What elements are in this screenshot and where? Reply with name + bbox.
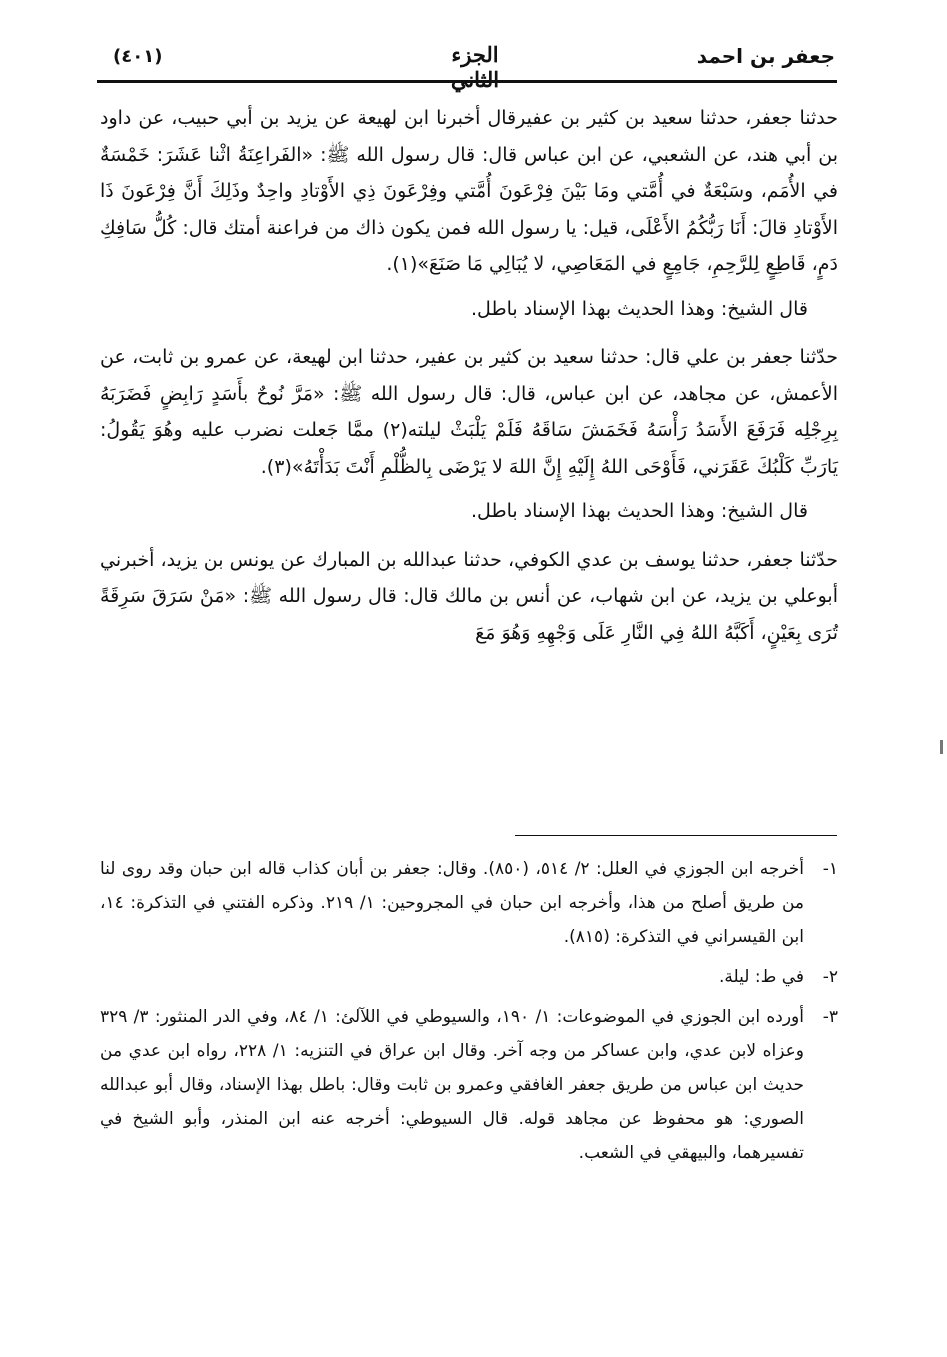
footnote-number: ٣-: [822, 1007, 838, 1027]
header-author: جعفر بن احمد: [696, 44, 835, 68]
verdict-line-1: قال الشيخ: وهذا الحديث بهذا الإسناد باطل.: [471, 297, 808, 320]
footnote-item: [100, 960, 838, 994]
footnote-number: ٢-: [822, 967, 838, 987]
footnote-separator: [515, 835, 837, 836]
footnote-text: في ط: ليلة.: [718, 967, 804, 987]
hadith-paragraph-3: حدّثنا جعفر، حدثنا يوسف بن عدي الكوفي، حدثنا عبدالله بن المبارك عن يونس بن يزيد، أخبرني أبوعلي بن يزيد، عن ابن شهاب، عن أنس بن مالك قال: قال رسول الله ﷺ: «مَنْ سَرَقَ سَرِقَةً تُرَى بِعَيْنٍ، أَكَبَّهُ اللهُ فِي النَّارِ عَلَى وَجْهِهِ وَهُوَ مَعَ: [100, 548, 838, 644]
verdict-line-2: قال الشيخ: وهذا الحديث بهذا الإسناد باطل.: [471, 500, 808, 522]
footnote-item: [100, 852, 838, 954]
header-page-number: (٤٠١): [113, 46, 163, 67]
footnotes: [100, 852, 838, 1176]
hadith-paragraph-1: حدثنا جعفر، حدثنا سعيد بن كثير بن عفيرقال أخبرنا ابن لهيعة عن يزيد بن أبي حبيب، عن داود بن أبي هند، عن الشعبي، عن ابن عباس قال: قال رسول الله ﷺ: «الفَراعِنَةُ اثْنا عَشَرَ: خَمْسَةٌ في الأُمَم، وسَبْعَةٌ في أُمَّتي ومَا بَيْنَ فِرْعَونَ أُمَّتي وفِرْعَونَ ذِي الأَوْتادِ واحِدٌ وذَلِكَ أَنَّ فِرْعَونَ ذَا الأَوْتادِ قالَ: أَنَا رَبُّكُمُ الأَعْلَى، قيل: يا رسول الله فمن يكون ذاك من فراعنة أمتك قال: كُلُّ سَافِكِ دَمٍ، قَاطِعٍ لِلرَّحِمِ، جَامِعٍ في المَعَاصِي، لا يُبَالِي مَا صَنَعَ»(١).: [100, 107, 838, 275]
footnote-text: أخرجه ابن الجوزي في العلل: ٢/ ٥١٤، (٨٥٠). وقال: جعفر بن أبان كذاب قاله ابن حبان وقد روى لنا من طريق أصلح من هذا، وأخرجه ابن حبان في المجروحين: ١/ ٢١٩. وذكره الفتني في التذكرة: ١٤، ابن القيسراني في التذكرة: (٨١٥).: [100, 859, 804, 947]
footnote-item: [100, 1000, 838, 1170]
footnote-text: أورده ابن الجوزي في الموضوعات: ١/ ١٩٠، والسيوطي في اللآلئ: ١/ ٨٤، وفي الدر المنثور: ٣/ ٣٢٩ وعزاه لابن عدي، وابن عساكر من وجه آخر. وقال ابن عراق في التنزيه: ١/ ٢٢٨، رواه ابن عدي من حديث ابن عباس من طريق جعفر الغافقي وعمرو بن ثابت وقال: باطل بهذا الإسناد، وقال أبو عبدالله الصوري: هو محفوظ عن مجاهد قوله. قال السيوطي: أخرجه عنه ابن المنذر، وأبو الشيخ في تفسيرهما، والبيهقي في الشعب.: [100, 1007, 804, 1163]
header-volume: الجزء الثاني: [450, 42, 500, 92]
scan-artifact: [940, 740, 943, 754]
header-rule: [97, 80, 837, 83]
main-text: [100, 100, 838, 651]
footnote-number: ١-: [822, 859, 838, 879]
hadith-paragraph-2: حدّثنا جعفر بن علي قال: حدثنا سعيد بن كثير بن عفير، حدثنا ابن لهيعة، عن عمرو بن ثابت، عن الأعمش، عن مجاهد، عن ابن عباس، قال: قال رسول الله ﷺ: «مَرَّ نُوحٌ بأَسَدٍ رَابِضٍ فَضَرَبَهُ بِرِجْلِه فَرَفَعَ الأَسَدُ رَأْسَهُ فَخَمَشَ سَاقَهُ فَلَمْ يَلْبَثْ ليلته(٢) ممَّا جَعلت نضرب عليه وهُوَ يَقُولُ: يَارَبِّ كَلْبُكَ عَقَرَني، فَأَوْحَى اللهُ إِلَيْهِ إِنَّ اللهَ لا يَرْضَى بِالظُّلْمِ أَنْتَ بَدَأْتَهُ»(٣).: [100, 346, 838, 478]
running-header: [95, 36, 835, 92]
